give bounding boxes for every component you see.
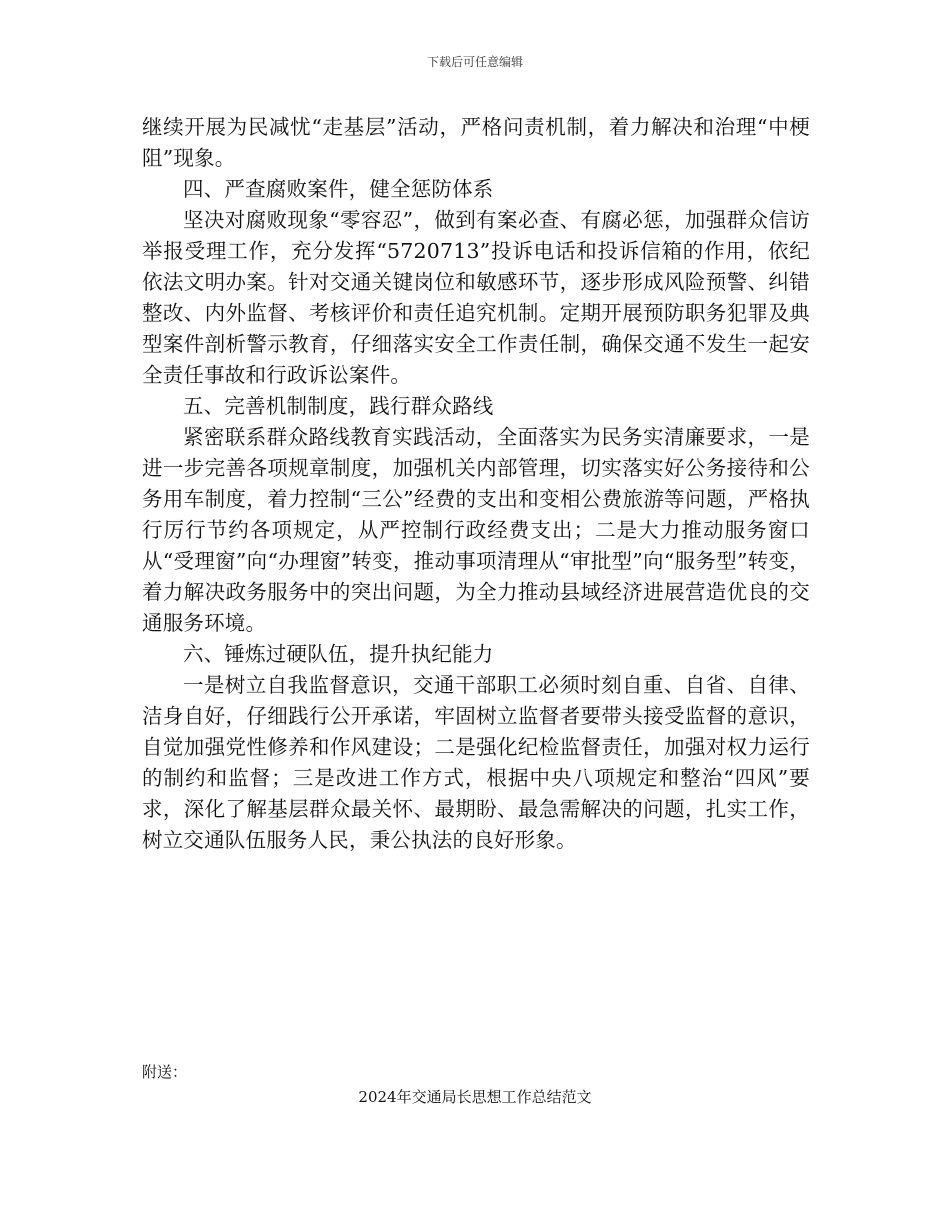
appendix-title: 2024年交通局长思想工作总结范文 — [358, 1088, 592, 1106]
paragraph-section-5: 紧密联系群众路线教育实践活动，全面落实为民务实清廉要求，一是进一步完善各项规章制度，加强机关内部管理，切实落实好公务接待和公务用车制度，着力控制“三公”经费的支出和变相公费旅游等问题，严格执行厉行节约各项规定，从严控制行政经费支出；二是大力推动服务窗口从“受理窗”向“办理窗”转变，推动事项清理从“审批型”向“服务型”转变，着力解决政务服务中的突出问题，为全力推动县域经济进展营造优良的交通服务环境。 — [142, 425, 810, 635]
appendix-label: 附送： — [142, 1063, 188, 1081]
paragraph-section-4: 坚决对腐败现象“零容忍”，做到有案必查、有腐必惩，加强群众信访举报受理工作，充分发挥“5720713”投诉电话和投诉信箱的作用，依纪依法文明办案。针对交通关键岗位和敏感环节，逐步形成风险预警、纠错整改、内外监督、考核评价和责任追究机制。定期开展预防职务犯罪及典型案件剖析警示教育，仔细落实安全工作责任制，确保交通不发生一起安全责任事故和行政诉讼案件。 — [142, 208, 810, 387]
document-body — [142, 112, 810, 856]
page-header-note: 下载后可任意编辑 — [426, 55, 523, 69]
section-heading-4: 四、严查腐败案件，健全惩防体系 — [183, 177, 494, 201]
section-heading-6: 六、锤炼过硬队伍，提升执纪能力 — [183, 642, 494, 666]
paragraph-continuation: 继续开展为民减忧“走基层”活动，严格问责机制，着力解决和治理“中梗阻”现象。 — [142, 115, 810, 170]
section-heading-5: 五、完善机制制度，践行群众路线 — [183, 394, 494, 418]
paragraph-section-6: 一是树立自我监督意识，交通干部职工必须时刻自重、自省、自律、洁身自好，仔细践行公开承诺，牢固树立监督者要带头接受监督的意识，自觉加强党性修养和作风建设；二是强化纪检监督责任，加强对权力运行的制约和监督；三是改进工作方式，根据中央八项规定和整治“四风”要求，深化了解基层群众最关怀、最期盼、最急需解决的问题，扎实工作，树立交通队伍服务人民，秉公执法的良好形象。 — [142, 673, 810, 852]
